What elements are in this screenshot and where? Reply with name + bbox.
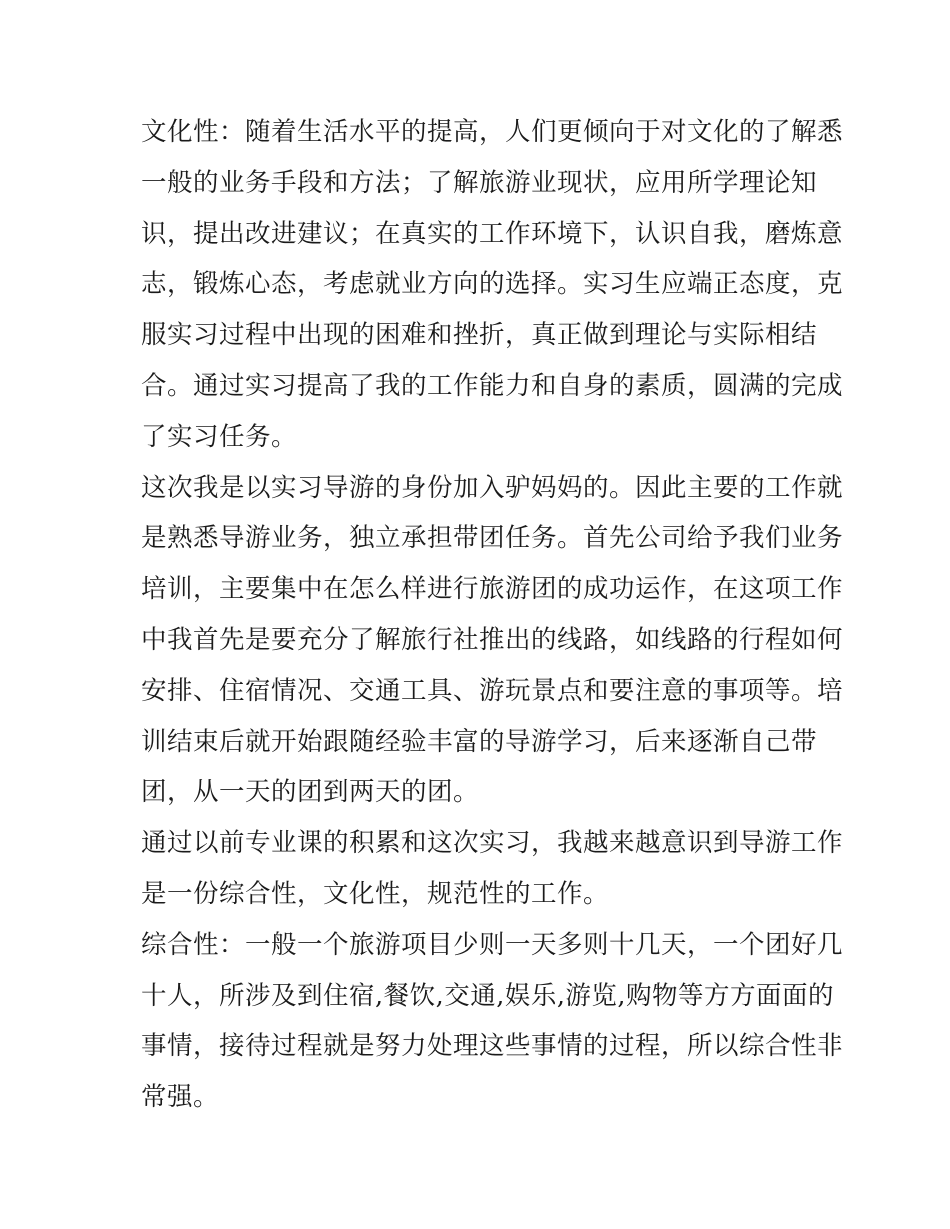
text-line: 了实习任务。 bbox=[141, 421, 298, 452]
text-line: 训结束后就开始跟随经验丰富的导游学习，后来逐渐自己带 bbox=[141, 726, 818, 757]
text-line: 识，提出改进建议；在真实的工作环境下，认识自我，磨炼意 bbox=[141, 218, 844, 249]
text-line: 综合性：一般一个旅游项目少则一天多则十几天，一个团好几 bbox=[141, 929, 844, 960]
document-body bbox=[141, 107, 844, 1123]
paragraph-guide-work-nature bbox=[141, 818, 844, 920]
text-line: 这次我是以实习导游的身份加入驴妈妈的。因此主要的工作就 bbox=[141, 472, 844, 503]
text-line: 事情，接待过程就是努力处理这些事情的过程，所以综合性非 bbox=[141, 1031, 844, 1062]
text-line: 中我首先是要充分了解旅行社推出的线路，如线路的行程如何 bbox=[141, 624, 844, 655]
paragraph-culture-summary bbox=[141, 107, 844, 463]
text-line: 安排、住宿情况、交通工具、游玩景点和要注意的事项等。培 bbox=[141, 675, 844, 706]
paragraph-comprehensiveness bbox=[141, 920, 844, 1123]
text-line: 通过以前专业课的积累和这次实习，我越来越意识到导游工作 bbox=[141, 828, 844, 859]
text-line: 文化性：随着生活水平的提高，人们更倾向于对文化的了解悉 bbox=[141, 117, 844, 147]
text-line: 是熟悉导游业务，独立承担带团任务。首先公司给予我们业务 bbox=[141, 523, 844, 554]
paragraph-internship-role bbox=[141, 463, 844, 819]
text-line: 团，从一天的团到两天的团。 bbox=[141, 777, 480, 808]
text-line: 常强。 bbox=[141, 1082, 220, 1113]
text-line: 志，锻炼心态，考虑就业方向的选择。实习生应端正态度，克 bbox=[141, 269, 844, 300]
text-line: 是一份综合性，文化性，规范性的工作。 bbox=[141, 878, 610, 909]
text-line: 一般的业务手段和方法；了解旅游业现状，应用所学理论知 bbox=[141, 167, 818, 198]
text-line: 十人，所涉及到住宿,餐饮,交通,娱乐,游览,购物等方方面面的 bbox=[141, 980, 835, 1011]
text-line: 培训，主要集中在怎么样进行旅游团的成功运作，在这项工作 bbox=[141, 574, 844, 605]
text-line: 服实习过程中出现的困难和挫折，真正做到理论与实际相结 bbox=[141, 320, 818, 351]
text-line: 合。通过实习提高了我的工作能力和自身的素质，圆满的完成 bbox=[141, 370, 844, 401]
